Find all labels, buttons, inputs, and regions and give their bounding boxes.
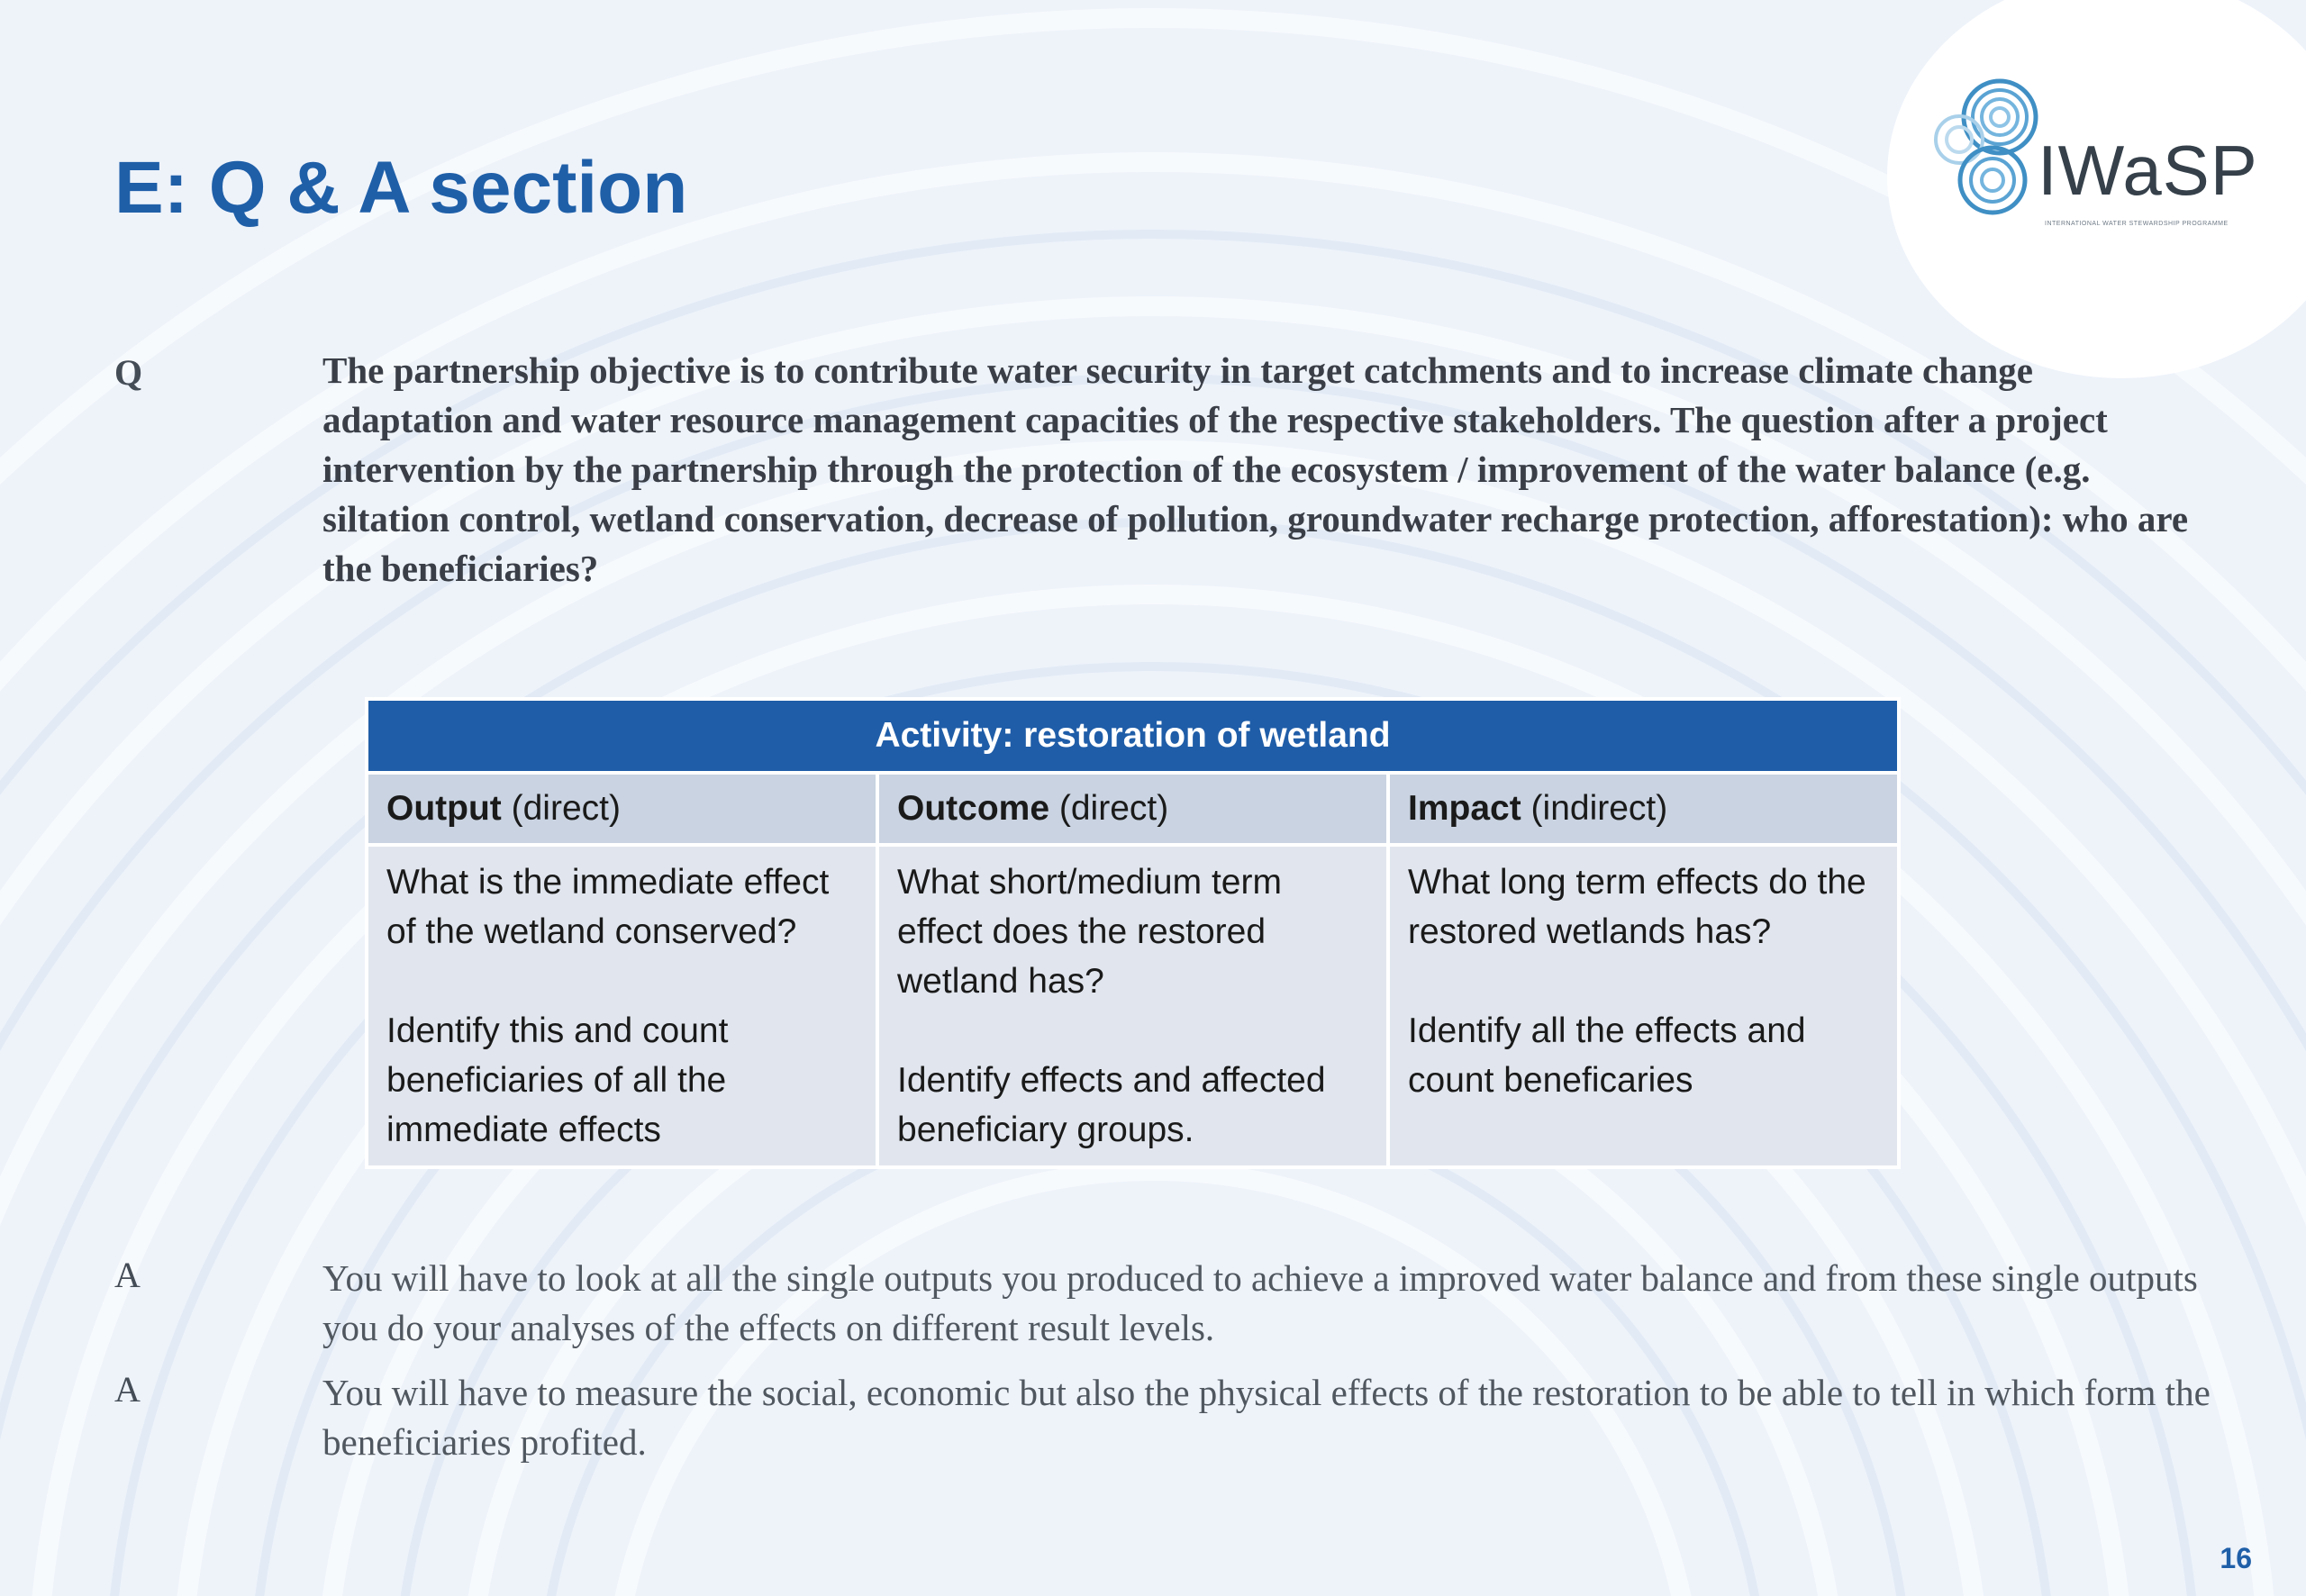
slide-title: E: Q & A section <box>114 147 688 229</box>
answer-text: You will have to measure the social, economic but also the physical effects of the restoration to be able to tell in which form the beneficiaries profited. <box>322 1372 2211 1463</box>
logo-tagline: INTERNATIONAL WATER STEWARDSHIP PROGRAMME <box>2045 221 2229 227</box>
activity-table-row <box>367 845 1899 1167</box>
activity-table-column-headers <box>367 773 1899 845</box>
outcome-instruction: Identify effects and affected beneficiary groups. <box>897 1061 1326 1149</box>
outcome-cell <box>877 845 1388 1167</box>
outcome-question: What short/medium term effect does the restored wetland has? <box>897 863 1282 1001</box>
activity-table-header: Activity: restoration of wetland <box>367 699 1899 773</box>
impact-question: What long term effects do the restored wetlands has? <box>1408 863 1866 951</box>
column-header-output: Output (direct) <box>367 773 877 845</box>
answer-marker: A <box>114 1369 141 1410</box>
column-header-impact: Impact (indirect) <box>1388 773 1899 845</box>
output-cell <box>367 845 877 1167</box>
answer-marker: A <box>114 1255 141 1295</box>
question-marker: Q <box>114 352 143 393</box>
impact-instruction: Identify all the effects and count beneficaries <box>1408 1011 1806 1100</box>
answer-text: You will have to look at all the single outputs you produced to achieve a improved water balance and from these single outputs you do your analyses of the effects on different result levels. <box>322 1257 2198 1348</box>
impact-cell <box>1388 845 1899 1167</box>
page-number: 16 <box>2220 1542 2252 1574</box>
output-question: What is the immediate effect of the wetland conserved? <box>386 863 830 951</box>
activity-table <box>365 697 1901 1169</box>
column-header-outcome: Outcome (direct) <box>877 773 1388 845</box>
question-text: The partnership objective is to contribute water security in target catchments and to increase climate change adaptation and water resource management capacities of the respective stakeholders. The question after a project intervention by the partnership through the protection of the ecosystem / improvement of the water balance (e.g. siltation control, wetland conservation, decrease of pollution, groundwater recharge protection, afforestation): who are the beneficiaries? <box>322 349 2189 589</box>
output-instruction: Identify this and count beneficiaries of all the immediate effects <box>386 1011 729 1149</box>
logo-wordmark: IWaSP <box>2038 131 2258 210</box>
